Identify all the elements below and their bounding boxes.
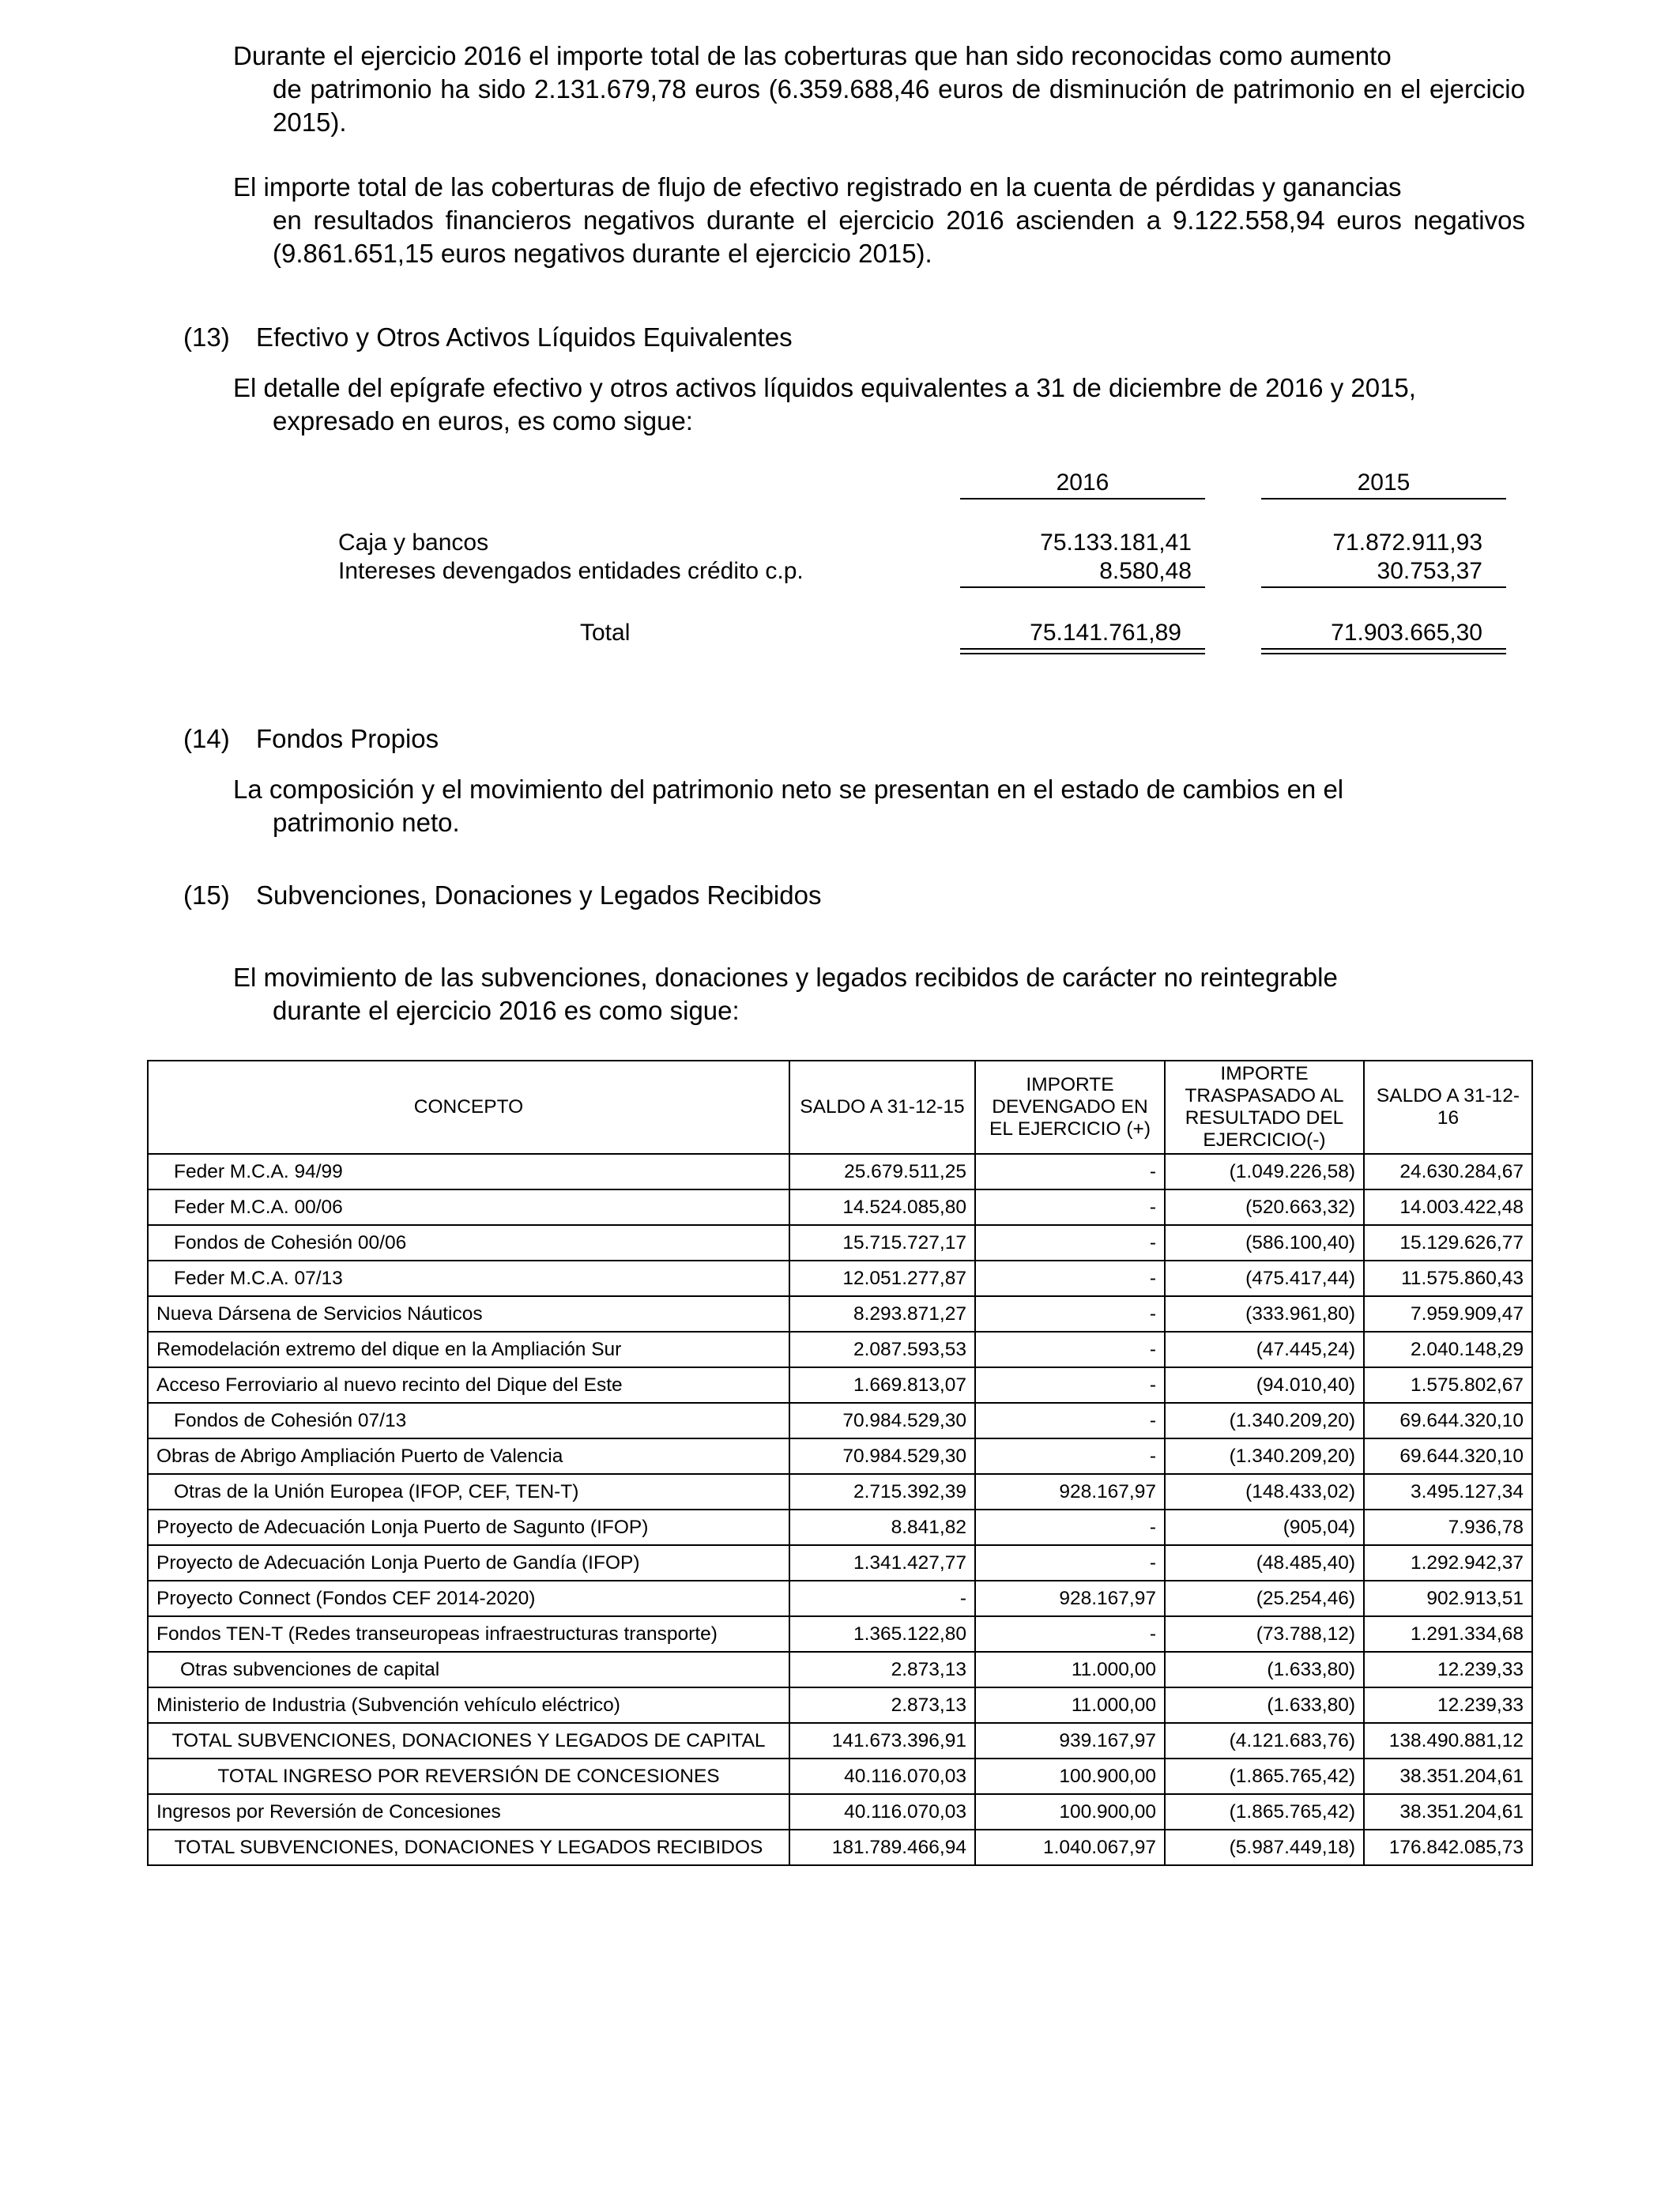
total-double-underline: [1261, 648, 1506, 650]
table-cell-saldo-fin: 7.959.909,47: [1364, 1296, 1532, 1332]
table-cell-saldo-ini: -: [789, 1581, 975, 1616]
section-title: Efectivo y Otros Activos Líquidos Equivalentes: [256, 322, 793, 352]
section-number: (15): [183, 880, 230, 910]
table-cell-saldo-ini: 12.051.277,87: [789, 1261, 975, 1296]
table-cell-saldo-fin: 24.630.284,67: [1364, 1154, 1532, 1189]
table-cell-concepto: Feder M.C.A. 07/13: [148, 1261, 789, 1296]
year-header-2015: 2015: [1357, 469, 1411, 496]
table-cell-saldo-ini: 8.293.871,27: [789, 1296, 975, 1332]
table-cell-devengado: 928.167,97: [975, 1581, 1165, 1616]
table-row: [148, 1367, 1532, 1403]
table-cell-saldo-fin: 14.003.422,48: [1364, 1189, 1532, 1225]
table-body: [148, 1154, 1532, 1865]
table-cell-saldo-fin: 15.129.626,77: [1364, 1225, 1532, 1261]
table-cell-devengado: 1.040.067,97: [975, 1830, 1165, 1865]
table-cell-devengado: 11.000,00: [975, 1652, 1165, 1687]
table-row: [148, 1474, 1532, 1510]
paragraph-continuation: de patrimonio ha sido 2.131.679,78 euros (6.359.688,46 euros de disminución de patrimonio en el ejercicio 2015).: [273, 74, 1525, 137]
header-importe-traspasado: IMPORTE TRASPASADO AL RESULTADO DEL EJERCICIO(-): [1165, 1061, 1364, 1154]
table-cell-saldo-fin: 69.644.320,10: [1364, 1403, 1532, 1438]
table-cell-traspasado: (1.865.765,42): [1165, 1759, 1364, 1794]
table-cell-devengado: 100.900,00: [975, 1759, 1165, 1794]
table-cell-traspasado: (1.340.209,20): [1165, 1403, 1364, 1438]
header-saldo-inicial: SALDO A 31-12-15: [789, 1061, 975, 1154]
table-cell-concepto: TOTAL SUBVENCIONES, DONACIONES Y LEGADOS DE CAPITAL: [148, 1723, 789, 1759]
table-cell-concepto: Feder M.C.A. 00/06: [148, 1189, 789, 1225]
table-row: [148, 1189, 1532, 1225]
table-cell-devengado: -: [975, 1296, 1165, 1332]
table-cell-devengado: -: [975, 1510, 1165, 1545]
table-cell-saldo-ini: 2.087.593,53: [789, 1332, 975, 1367]
table-cell-saldo-ini: 8.841,82: [789, 1510, 975, 1545]
table-cell-devengado: -: [975, 1545, 1165, 1581]
table-cell-concepto: TOTAL INGRESO POR REVERSIÓN DE CONCESIONES: [148, 1759, 789, 1794]
table-cell-saldo-ini: 141.673.396,91: [789, 1723, 975, 1759]
table-cell-devengado: -: [975, 1438, 1165, 1474]
table-cell-saldo-fin: 1.291.334,68: [1364, 1616, 1532, 1652]
table-cell-saldo-fin: 12.239,33: [1364, 1652, 1532, 1687]
table-row: [148, 1510, 1532, 1545]
cash-total-label: Total: [580, 620, 631, 646]
table-cell-traspasado: (25.254,46): [1165, 1581, 1364, 1616]
table-cell-concepto: Feder M.C.A. 94/99: [148, 1154, 789, 1189]
table-cell-saldo-fin: 1.292.942,37: [1364, 1545, 1532, 1581]
paragraph-line: El detalle del epígrafe efectivo y otros activos líquidos equivalentes a 31 de diciembre de 2016 y 2015,: [233, 373, 1416, 402]
table-row: [148, 1296, 1532, 1332]
table-cell-concepto: Otras subvenciones de capital: [148, 1652, 789, 1687]
header-underline: [960, 498, 1205, 499]
table-cell-saldo-ini: 181.789.466,94: [789, 1830, 975, 1865]
table-cell-devengado: -: [975, 1261, 1165, 1296]
table-cell-saldo-fin: 3.495.127,34: [1364, 1474, 1532, 1510]
table-cell-traspasado: (148.433,02): [1165, 1474, 1364, 1510]
table-cell-concepto: Fondos de Cohesión 07/13: [148, 1403, 789, 1438]
table-cell-traspasado: (94.010,40): [1165, 1367, 1364, 1403]
table-row: [148, 1545, 1532, 1581]
table-cell-saldo-ini: 2.873,13: [789, 1687, 975, 1723]
table-cell-saldo-ini: 1.669.813,07: [789, 1367, 975, 1403]
table-cell-saldo-fin: 38.351.204,61: [1364, 1759, 1532, 1794]
table-row: [148, 1723, 1532, 1759]
table-cell-traspasado: (73.788,12): [1165, 1616, 1364, 1652]
table-cell-saldo-fin: 138.490.881,12: [1364, 1723, 1532, 1759]
table-header-row: [148, 1061, 1532, 1154]
table-cell-devengado: -: [975, 1403, 1165, 1438]
header-importe-devengado: IMPORTE DEVENGADO EN EL EJERCICIO (+): [975, 1061, 1165, 1154]
paragraph-continuation: patrimonio neto.: [273, 808, 460, 837]
paragraph-continuation: expresado en euros, es como sigue:: [273, 406, 693, 435]
section-title: Subvenciones, Donaciones y Legados Recibidos: [256, 880, 822, 910]
table-cell-devengado: -: [975, 1189, 1165, 1225]
table-cell-saldo-fin: 2.040.148,29: [1364, 1332, 1532, 1367]
total-double-underline: [960, 648, 1205, 650]
table-row: [148, 1261, 1532, 1296]
paragraph-continuation: durante el ejercicio 2016 es como sigue:: [273, 996, 740, 1025]
table-cell-concepto: Fondos TEN-T (Redes transeuropeas infraestructuras transporte): [148, 1616, 789, 1652]
table-cell-saldo-fin: 38.351.204,61: [1364, 1794, 1532, 1830]
table-row: [148, 1403, 1532, 1438]
paragraph-movimiento-subvenciones: [233, 961, 1525, 1027]
table-cell-traspasado: (1.633,80): [1165, 1652, 1364, 1687]
table-row: [148, 1438, 1532, 1474]
table-cell-traspasado: (586.100,40): [1165, 1225, 1364, 1261]
table-cell-saldo-ini: 1.365.122,80: [789, 1616, 975, 1652]
paragraph-continuation: en resultados financieros negativos durante el ejercicio 2016 ascienden a 9.122.558,94 euros negativos (9.861.651,15 euros negativos durante el ejercicio 2015).: [273, 205, 1525, 268]
total-double-underline: [960, 653, 1205, 654]
table-cell-saldo-ini: 70.984.529,30: [789, 1438, 975, 1474]
table-cell-concepto: Proyecto Connect (Fondos CEF 2014-2020): [148, 1581, 789, 1616]
table-cell-devengado: -: [975, 1616, 1165, 1652]
table-cell-devengado: -: [975, 1332, 1165, 1367]
table-cell-saldo-ini: 2.873,13: [789, 1652, 975, 1687]
table-cell-devengado: 928.167,97: [975, 1474, 1165, 1510]
table-cell-saldo-ini: 40.116.070,03: [789, 1794, 975, 1830]
table-cell-concepto: Proyecto de Adecuación Lonja Puerto de Sagunto (IFOP): [148, 1510, 789, 1545]
table-cell-saldo-fin: 69.644.320,10: [1364, 1438, 1532, 1474]
section-heading-14: [183, 722, 439, 756]
table-cell-concepto: Acceso Ferroviario al nuevo recinto del Dique del Este: [148, 1367, 789, 1403]
table-row: [148, 1794, 1532, 1830]
table-cell-traspasado: (4.121.683,76): [1165, 1723, 1364, 1759]
subtotal-underline: [1261, 586, 1506, 588]
cash-row-value-2015: 71.872.911,93: [1332, 530, 1482, 556]
section-heading-15: [183, 879, 821, 912]
table-cell-concepto: Fondos de Cohesión 00/06: [148, 1225, 789, 1261]
table-row: [148, 1830, 1532, 1865]
section-title: Fondos Propios: [256, 724, 439, 753]
paragraph-detalle-efectivo: [233, 371, 1525, 438]
paragraph-line: Durante el ejercicio 2016 el importe total de las coberturas que han sido reconocidas como aumento: [233, 41, 1392, 70]
table-cell-concepto: Ministerio de Industria (Subvención vehículo eléctrico): [148, 1687, 789, 1723]
table-cell-saldo-fin: 11.575.860,43: [1364, 1261, 1532, 1296]
section-number: (13): [183, 322, 230, 352]
table-row: [148, 1332, 1532, 1367]
paragraph-fondos-propios: [233, 773, 1525, 839]
table-cell-traspasado: (333.961,80): [1165, 1296, 1364, 1332]
table-row: [148, 1616, 1532, 1652]
table-cell-saldo-ini: 40.116.070,03: [789, 1759, 975, 1794]
table-cell-concepto: Nueva Dársena de Servicios Náuticos: [148, 1296, 789, 1332]
section-heading-13: [183, 321, 793, 354]
cash-total-2016: 75.141.761,89: [1030, 620, 1181, 646]
table-cell-saldo-ini: 70.984.529,30: [789, 1403, 975, 1438]
table-cell-saldo-fin: 902.913,51: [1364, 1581, 1532, 1616]
table-cell-saldo-ini: 25.679.511,25: [789, 1154, 975, 1189]
table-cell-devengado: 939.167,97: [975, 1723, 1165, 1759]
header-saldo-final: SALDO A 31-12-16: [1364, 1061, 1532, 1154]
table-cell-devengado: 100.900,00: [975, 1794, 1165, 1830]
table-cell-saldo-fin: 12.239,33: [1364, 1687, 1532, 1723]
subsidies-table: [147, 1060, 1533, 1866]
cash-row-value-2016: 75.133.181,41: [1040, 530, 1192, 556]
total-double-underline: [1261, 653, 1506, 654]
table-cell-saldo-ini: 14.524.085,80: [789, 1189, 975, 1225]
table-cell-concepto: Remodelación extremo del dique en la Ampliación Sur: [148, 1332, 789, 1367]
table-row: [148, 1581, 1532, 1616]
table-row: [148, 1225, 1532, 1261]
subtotal-underline: [960, 586, 1205, 588]
table-cell-devengado: 11.000,00: [975, 1687, 1165, 1723]
table-cell-traspasado: (905,04): [1165, 1510, 1364, 1545]
table-cell-saldo-ini: 2.715.392,39: [789, 1474, 975, 1510]
table-cell-saldo-ini: 15.715.727,17: [789, 1225, 975, 1261]
table-cell-saldo-fin: 7.936,78: [1364, 1510, 1532, 1545]
table-row: [148, 1154, 1532, 1189]
table-cell-concepto: Ingresos por Reversión de Concesiones: [148, 1794, 789, 1830]
cash-row-label: Caja y bancos: [338, 530, 489, 556]
year-header-2016: 2016: [1056, 469, 1109, 496]
cash-row-value-2016: 8.580,48: [1099, 558, 1192, 584]
cash-row-label: Intereses devengados entidades crédito c.p.: [338, 558, 804, 584]
header-concepto: CONCEPTO: [148, 1061, 789, 1154]
table-cell-traspasado: (5.987.449,18): [1165, 1830, 1364, 1865]
paragraph-coberturas-flujo: [233, 171, 1525, 270]
table-cell-traspasado: (475.417,44): [1165, 1261, 1364, 1296]
table-cell-saldo-fin: 1.575.802,67: [1364, 1367, 1532, 1403]
table-cell-devengado: -: [975, 1225, 1165, 1261]
table-cell-concepto: Proyecto de Adecuación Lonja Puerto de Gandía (IFOP): [148, 1545, 789, 1581]
paragraph-line: El movimiento de las subvenciones, donaciones y legados recibidos de carácter no reintegrable: [233, 963, 1338, 992]
table-cell-traspasado: (520.663,32): [1165, 1189, 1364, 1225]
table-row: [148, 1687, 1532, 1723]
table-cell-traspasado: (1.633,80): [1165, 1687, 1364, 1723]
table-cell-traspasado: (1.865.765,42): [1165, 1794, 1364, 1830]
paragraph-line: El importe total de las coberturas de flujo de efectivo registrado en la cuenta de pérdidas y ganancias: [233, 172, 1402, 202]
table-cell-devengado: -: [975, 1154, 1165, 1189]
table-cell-saldo-fin: 176.842.085,73: [1364, 1830, 1532, 1865]
section-number: (14): [183, 724, 230, 753]
paragraph-coberturas-patrimonio: [233, 40, 1525, 139]
table-row: [148, 1759, 1532, 1794]
table-cell-traspasado: (47.445,24): [1165, 1332, 1364, 1367]
table-cell-concepto: TOTAL SUBVENCIONES, DONACIONES Y LEGADOS RECIBIDOS: [148, 1830, 789, 1865]
table-cell-saldo-ini: 1.341.427,77: [789, 1545, 975, 1581]
table-cell-traspasado: (1.340.209,20): [1165, 1438, 1364, 1474]
table-cell-concepto: Otras de la Unión Europea (IFOP, CEF, TEN-T): [148, 1474, 789, 1510]
table-cell-devengado: -: [975, 1367, 1165, 1403]
table-cell-concepto: Obras de Abrigo Ampliación Puerto de Valencia: [148, 1438, 789, 1474]
cash-total-2015: 71.903.665,30: [1331, 620, 1482, 646]
paragraph-line: La composición y el movimiento del patrimonio neto se presentan en el estado de cambios en el: [233, 775, 1344, 804]
header-underline: [1261, 498, 1506, 499]
cash-row-value-2015: 30.753,37: [1377, 558, 1482, 584]
table-row: [148, 1652, 1532, 1687]
table-cell-traspasado: (48.485,40): [1165, 1545, 1364, 1581]
table-cell-traspasado: (1.049.226,58): [1165, 1154, 1364, 1189]
